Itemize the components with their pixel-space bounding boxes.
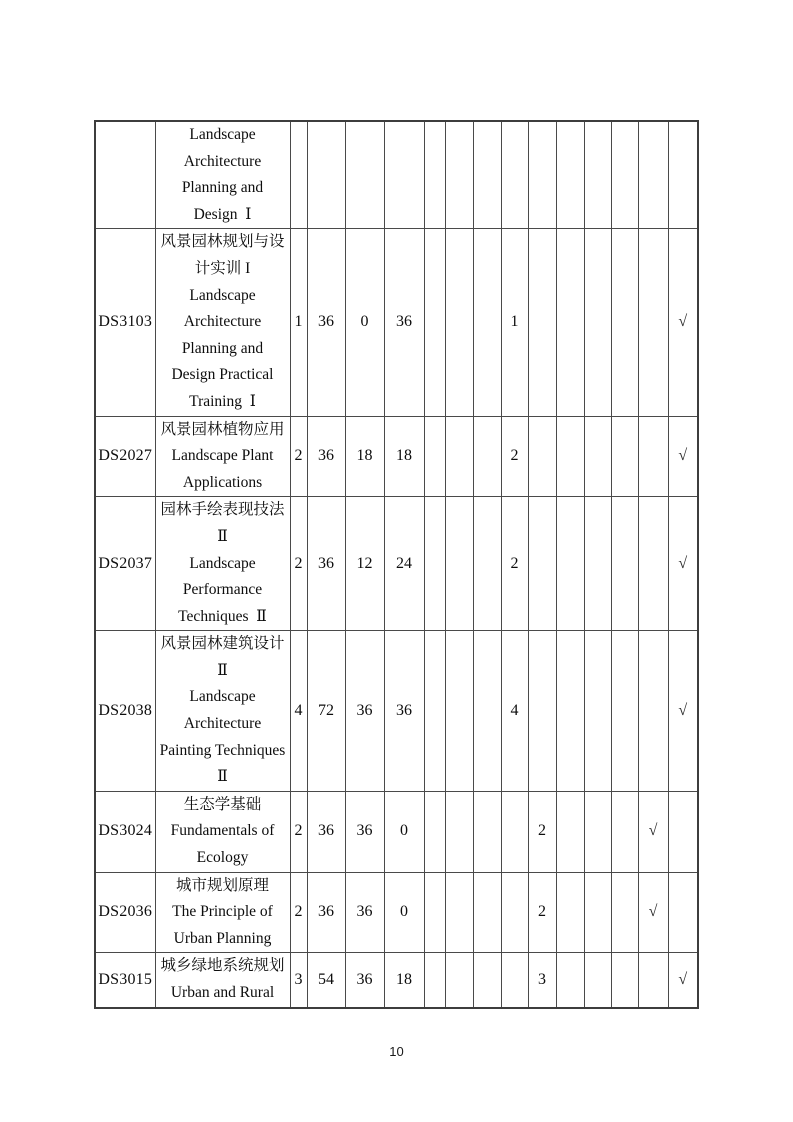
semester-1-cell bbox=[424, 953, 445, 1008]
course-name-line: Landscape bbox=[189, 688, 256, 706]
total-hours-cell: 36 bbox=[307, 229, 345, 416]
table-row bbox=[95, 416, 698, 497]
course-code-cell: DS2036 bbox=[95, 872, 155, 953]
semester-4-cell: 1 bbox=[501, 229, 528, 416]
semester-2-cell bbox=[445, 229, 473, 416]
exam-mark-cell bbox=[638, 631, 668, 792]
semester-7-cell bbox=[584, 791, 611, 872]
semester-3-cell bbox=[473, 953, 501, 1008]
semester-8-cell bbox=[611, 791, 638, 872]
course-code-cell: DS3024 bbox=[95, 791, 155, 872]
lecture-hours-cell: 36 bbox=[345, 872, 384, 953]
course-name-line: Architecture bbox=[183, 715, 262, 733]
table-row bbox=[95, 497, 698, 631]
semester-1-cell bbox=[424, 872, 445, 953]
semester-4-cell bbox=[501, 953, 528, 1008]
course-name-line: Architecture bbox=[183, 313, 262, 331]
course-code-cell: DS2037 bbox=[95, 497, 155, 631]
semester-6-cell bbox=[556, 416, 584, 497]
semester-7-cell bbox=[584, 229, 611, 416]
course-code-cell bbox=[95, 121, 155, 229]
check-mark-cell: √ bbox=[668, 953, 698, 1008]
course-name-line: Ⅱ bbox=[217, 768, 228, 786]
semester-3-cell bbox=[473, 229, 501, 416]
semester-2-cell bbox=[445, 497, 473, 631]
semester-5-cell bbox=[528, 229, 556, 416]
course-table bbox=[94, 120, 699, 1009]
course-name-line: Landscape bbox=[189, 286, 256, 304]
practice-hours-cell: 36 bbox=[384, 229, 424, 416]
course-name-line: Architecture bbox=[183, 152, 262, 170]
semester-8-cell bbox=[611, 497, 638, 631]
exam-mark-cell bbox=[638, 416, 668, 497]
semester-3-cell bbox=[473, 791, 501, 872]
semester-1-cell bbox=[424, 791, 445, 872]
course-name-line: 园林手绘表现技法 bbox=[160, 501, 285, 519]
course-name-cell bbox=[155, 631, 290, 792]
table-row bbox=[95, 872, 698, 953]
semester-2-cell bbox=[445, 416, 473, 497]
semester-6-cell bbox=[556, 631, 584, 792]
exam-mark-cell bbox=[638, 953, 668, 1008]
semester-2-cell bbox=[445, 872, 473, 953]
exam-mark-cell bbox=[638, 497, 668, 631]
course-name-line: Ⅱ bbox=[217, 661, 228, 679]
semester-5-cell: 3 bbox=[528, 953, 556, 1008]
total-hours-cell: 72 bbox=[307, 631, 345, 792]
semester-7-cell bbox=[584, 121, 611, 229]
semester-1-cell bbox=[424, 497, 445, 631]
semester-6-cell bbox=[556, 872, 584, 953]
semester-6-cell bbox=[556, 121, 584, 229]
course-name-line: Painting Techniques bbox=[159, 741, 286, 759]
semester-3-cell bbox=[473, 121, 501, 229]
exam-mark-cell bbox=[638, 229, 668, 416]
semester-2-cell bbox=[445, 631, 473, 792]
course-name-line: Landscape Plant bbox=[171, 447, 274, 465]
course-name-line: The Principle of bbox=[172, 903, 273, 921]
course-name-line: Ⅱ bbox=[217, 527, 228, 545]
credits-cell: 3 bbox=[290, 953, 307, 1008]
course-name-cell bbox=[155, 791, 290, 872]
course-name-cell bbox=[155, 872, 290, 953]
practice-hours-cell: 24 bbox=[384, 497, 424, 631]
semester-3-cell bbox=[473, 416, 501, 497]
course-name-line: Design Ⅰ bbox=[193, 205, 252, 223]
course-name-line: Planning and bbox=[181, 179, 264, 197]
semester-2-cell bbox=[445, 791, 473, 872]
table-row bbox=[95, 121, 698, 229]
credits-cell bbox=[290, 121, 307, 229]
lecture-hours-cell: 36 bbox=[345, 631, 384, 792]
course-name-cell bbox=[155, 953, 290, 1008]
credits-cell: 2 bbox=[290, 416, 307, 497]
course-name-cell bbox=[155, 416, 290, 497]
course-code-cell: DS2027 bbox=[95, 416, 155, 497]
page-number: 10 bbox=[389, 1044, 404, 1059]
course-name-line: Applications bbox=[182, 473, 263, 491]
total-hours-cell: 36 bbox=[307, 416, 345, 497]
check-mark-cell: √ bbox=[668, 229, 698, 416]
exam-mark-cell: √ bbox=[638, 791, 668, 872]
semester-4-cell: 4 bbox=[501, 631, 528, 792]
course-name-line: Techniques Ⅱ bbox=[178, 607, 267, 625]
credits-cell: 2 bbox=[290, 497, 307, 631]
course-code-cell: DS3103 bbox=[95, 229, 155, 416]
semester-5-cell bbox=[528, 121, 556, 229]
course-name-line: 风景园林植物应用 bbox=[160, 420, 285, 438]
semester-1-cell bbox=[424, 121, 445, 229]
lecture-hours-cell: 18 bbox=[345, 416, 384, 497]
semester-7-cell bbox=[584, 631, 611, 792]
check-mark-cell: √ bbox=[668, 631, 698, 792]
table-row bbox=[95, 791, 698, 872]
semester-4-cell: 2 bbox=[501, 497, 528, 631]
semester-1-cell bbox=[424, 631, 445, 792]
course-name-line: 城乡绿地系统规划 bbox=[160, 957, 285, 975]
semester-8-cell bbox=[611, 229, 638, 416]
exam-mark-cell: √ bbox=[638, 872, 668, 953]
course-name-cell bbox=[155, 229, 290, 416]
practice-hours-cell: 36 bbox=[384, 631, 424, 792]
semester-6-cell bbox=[556, 229, 584, 416]
semester-3-cell bbox=[473, 497, 501, 631]
course-name-cell bbox=[155, 497, 290, 631]
credits-cell: 2 bbox=[290, 791, 307, 872]
lecture-hours-cell: 36 bbox=[345, 791, 384, 872]
course-name-line: 计实训 I bbox=[194, 259, 251, 277]
course-name-line: 风景园林规划与设 bbox=[160, 233, 285, 251]
check-mark-cell bbox=[668, 872, 698, 953]
semester-2-cell bbox=[445, 953, 473, 1008]
check-mark-cell bbox=[668, 121, 698, 229]
course-name-line: 风景园林建筑设计 bbox=[160, 635, 285, 653]
practice-hours-cell: 18 bbox=[384, 416, 424, 497]
semester-3-cell bbox=[473, 631, 501, 792]
course-code-cell: DS2038 bbox=[95, 631, 155, 792]
total-hours-cell: 36 bbox=[307, 497, 345, 631]
semester-7-cell bbox=[584, 497, 611, 631]
course-name-line: Urban Planning bbox=[173, 929, 272, 947]
total-hours-cell: 36 bbox=[307, 872, 345, 953]
course-name-line: Fundamentals of bbox=[170, 822, 275, 840]
practice-hours-cell bbox=[384, 121, 424, 229]
practice-hours-cell: 18 bbox=[384, 953, 424, 1008]
semester-4-cell bbox=[501, 872, 528, 953]
lecture-hours-cell bbox=[345, 121, 384, 229]
total-hours-cell: 54 bbox=[307, 953, 345, 1008]
lecture-hours-cell: 36 bbox=[345, 953, 384, 1008]
course-name-line: Performance bbox=[182, 581, 263, 599]
total-hours-cell: 36 bbox=[307, 791, 345, 872]
course-name-cell bbox=[155, 121, 290, 229]
semester-7-cell bbox=[584, 416, 611, 497]
check-mark-cell: √ bbox=[668, 497, 698, 631]
exam-mark-cell bbox=[638, 121, 668, 229]
check-mark-cell bbox=[668, 791, 698, 872]
table-row bbox=[95, 229, 698, 416]
semester-4-cell bbox=[501, 791, 528, 872]
semester-4-cell: 2 bbox=[501, 416, 528, 497]
semester-8-cell bbox=[611, 953, 638, 1008]
semester-7-cell bbox=[584, 953, 611, 1008]
course-name-line: Design Practical bbox=[171, 366, 274, 384]
practice-hours-cell: 0 bbox=[384, 791, 424, 872]
semester-1-cell bbox=[424, 416, 445, 497]
semester-5-cell: 2 bbox=[528, 791, 556, 872]
course-name-line: Training Ⅰ bbox=[189, 392, 256, 410]
semester-5-cell: 2 bbox=[528, 872, 556, 953]
course-name-line: 生态学基础 bbox=[183, 795, 262, 813]
total-hours-cell bbox=[307, 121, 345, 229]
semester-6-cell bbox=[556, 497, 584, 631]
table-row bbox=[95, 631, 698, 792]
course-name-line: Planning and bbox=[181, 339, 264, 357]
course-name-line: Ecology bbox=[196, 849, 249, 867]
credits-cell: 4 bbox=[290, 631, 307, 792]
semester-8-cell bbox=[611, 416, 638, 497]
course-code-cell: DS3015 bbox=[95, 953, 155, 1008]
semester-3-cell bbox=[473, 872, 501, 953]
course-name-line: Landscape bbox=[189, 126, 256, 143]
semester-1-cell bbox=[424, 229, 445, 416]
lecture-hours-cell: 0 bbox=[345, 229, 384, 416]
table-row bbox=[95, 953, 698, 1008]
semester-5-cell bbox=[528, 497, 556, 631]
credits-cell: 1 bbox=[290, 229, 307, 416]
semester-4-cell bbox=[501, 121, 528, 229]
semester-5-cell bbox=[528, 416, 556, 497]
semester-6-cell bbox=[556, 953, 584, 1008]
course-name-line: Landscape bbox=[189, 554, 256, 572]
semester-2-cell bbox=[445, 121, 473, 229]
check-mark-cell: √ bbox=[668, 416, 698, 497]
semester-7-cell bbox=[584, 872, 611, 953]
semester-5-cell bbox=[528, 631, 556, 792]
lecture-hours-cell: 12 bbox=[345, 497, 384, 631]
credits-cell: 2 bbox=[290, 872, 307, 953]
course-name-line: 城市规划原理 bbox=[175, 876, 269, 894]
semester-6-cell bbox=[556, 791, 584, 872]
semester-8-cell bbox=[611, 121, 638, 229]
course-name-line: Urban and Rural bbox=[170, 984, 275, 1001]
semester-8-cell bbox=[611, 631, 638, 792]
semester-8-cell bbox=[611, 872, 638, 953]
practice-hours-cell: 0 bbox=[384, 872, 424, 953]
